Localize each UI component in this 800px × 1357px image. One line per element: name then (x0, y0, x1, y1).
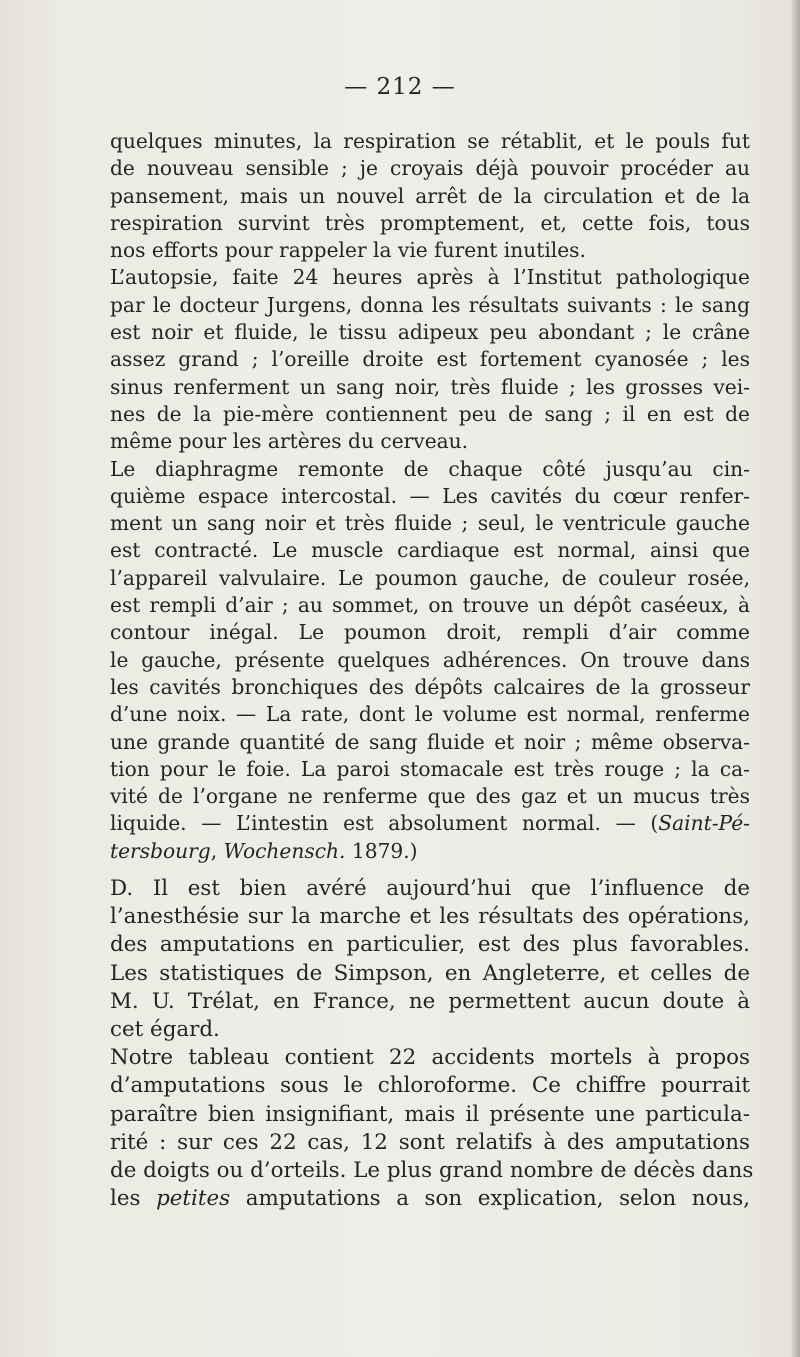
text-line: contour inégal. Le poumon droit, rempli d’air comme (110, 620, 750, 645)
text-line: de doigts ou d’orteils. Le plus grand nombre de décès dans (110, 1158, 754, 1184)
text-line: tersbourg, Wochensch. 1879.) (110, 838, 418, 863)
citation-place: Saint-Pé- (658, 811, 750, 836)
text-line: pansement, mais un nouvel arrêt de la circulation et de la (110, 183, 750, 208)
text-line: d’amputations sous le chloroforme. Ce chiffre pourrait (110, 1073, 750, 1099)
text-line: nes de la pie-mère contiennent peu de sang ; il en est de (110, 401, 750, 426)
text-fragment: liquide. — L’intestin est absolument normal. — ( (110, 811, 659, 836)
citation-place-end: tersbourg (110, 838, 211, 863)
text-line: les cavités bronchiques des dépôts calcaires de la grosseur (110, 674, 750, 699)
text-line: Notre tableau contient 22 accidents mortels à propos (110, 1045, 750, 1071)
body-text (110, 128, 754, 1213)
text-line: assez grand ; l’oreille droite est fortement cyanosée ; les (110, 347, 750, 372)
citation-journal: Wochensch. (223, 838, 346, 863)
text-line: des amputations en particulier, est des plus favorables. (110, 932, 750, 958)
paragraph-5 (110, 1044, 754, 1213)
paragraph-2 (110, 264, 750, 455)
text-line: l’appareil valvulaire. Le poumon gauche, de couleur rosée, (110, 565, 750, 590)
text-line: quelques minutes, la respiration se rétablit, et le pouls fut (110, 129, 750, 153)
text-line: vité de l’organe ne renferme que des gaz et un mucus très (110, 784, 750, 809)
text-line (110, 810, 750, 837)
text-line: nos efforts pour rappeler la vie furent inutiles. (110, 238, 586, 263)
text-line: tion pour le foie. La paroi stomacale est très rouge ; la ca- (110, 756, 750, 781)
text-line: d’une noix. — La rate, dont le volume est normal, renferme (110, 702, 750, 727)
text-line: de nouveau sensible ; je croyais déjà pouvoir procéder au (110, 156, 750, 181)
text-line: est rempli d’air ; au sommet, on trouve un dépôt caséeux, à (110, 593, 750, 618)
text-line: le gauche, présente quelques adhérences. On trouve dans (110, 647, 750, 672)
text-line: l’anesthésie sur la marche et les résultats des opérations, (110, 904, 750, 930)
text-line: respiration survint très promptement, et, cette fois, tous (110, 210, 750, 235)
text-line: Le diaphragme remonte de chaque côté jusqu’au cin- (110, 456, 750, 481)
text-line: même pour les artères du cerveau. (110, 429, 469, 454)
text-fragment: les (110, 1186, 157, 1212)
emphasis-word: petites (156, 1186, 231, 1212)
text-line: est noir et fluide, le tissu adipeux peu abondant ; le crâne (110, 320, 750, 345)
text-line: par le docteur Jurgens, donna les résultats suivants : le sang (110, 292, 750, 317)
text-line: L’autopsie, faite 24 heures après à l’Institut pathologique (110, 265, 750, 290)
page-edge-shadow (790, 0, 800, 1357)
text-line: rité : sur ces 22 cas, 12 sont relatifs à des amputations (110, 1129, 750, 1155)
page-number: — 212 — (344, 74, 456, 100)
text-line: quième espace intercostal. — Les cavités du cœur renfer- (110, 483, 750, 508)
text-line: cet égard. (110, 1017, 220, 1043)
text-fragment: amputations a son explication, selon nous, (230, 1186, 751, 1212)
paragraph-1 (110, 128, 750, 264)
text-line: ment un sang noir et très fluide ; seul, le ventricule gauche (110, 511, 750, 536)
text-line: D. Il est bien avéré aujourd’hui que l’influence de (110, 876, 750, 902)
text-line: M. U. Trélat, en France, ne permettent aucun doute à (110, 988, 750, 1014)
text-line: est contracté. Le muscle cardiaque est normal, ainsi que (110, 538, 750, 563)
text-line (110, 1185, 750, 1213)
paragraph-3 (110, 456, 750, 865)
text-line: une grande quantité de sang fluide et noir ; même observa- (110, 729, 750, 754)
text-line: paraître bien insignifiant, mais il présente une particula- (110, 1101, 750, 1127)
citation-year: 1879.) (351, 838, 418, 863)
paragraph-4 (110, 875, 750, 1044)
text-line: Les statistiques de Simpson, en Angleterre, et celles de (110, 960, 750, 986)
text-line: sinus renferment un sang noir, très fluide ; les grosses vei- (110, 374, 750, 399)
